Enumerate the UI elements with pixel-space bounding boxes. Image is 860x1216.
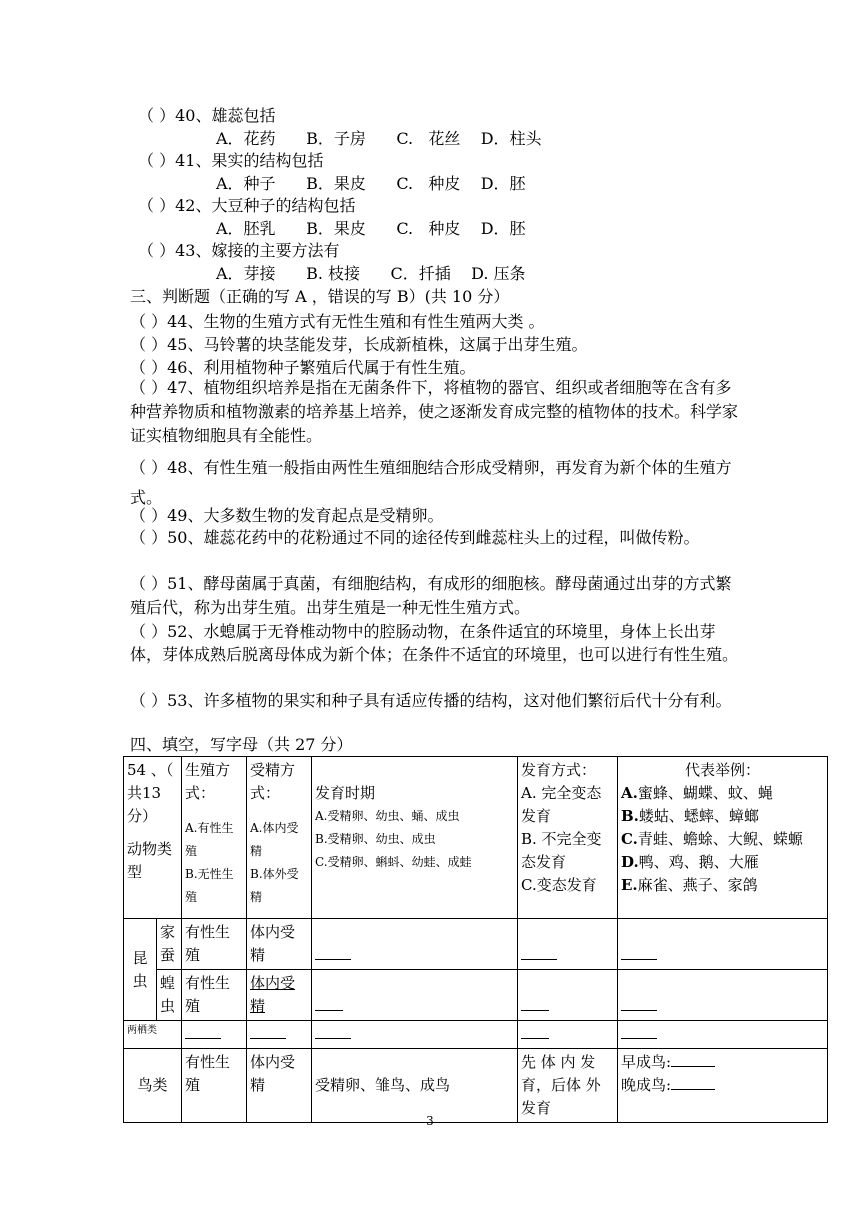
early-bird-row: 早成鸟: <box>621 1051 824 1074</box>
animal-development-table <box>123 756 828 1123</box>
silkworm-fert: 体内受精 <box>247 919 312 970</box>
table-row-locust <box>124 970 828 1021</box>
bird-example-cell <box>618 1049 828 1123</box>
silkworm-period-blank[interactable] <box>312 919 518 970</box>
locust-dev-blank[interactable] <box>518 970 618 1021</box>
question-stem: 42、大豆种子的结构包括 <box>175 196 356 215</box>
judge-52: （ ）52、水螅属于无脊椎动物中的腔肠动物，在条件适宜的环境里，身体上长出芽体，芽体成熟后脱离母体成为新个体；在条件不适宜的环境里，也可以进行有性生殖。 <box>130 622 739 664</box>
header-dev-cell <box>518 757 618 919</box>
bird-dev: 先 体 内 发育，后体 外 发育 <box>518 1049 618 1123</box>
judge-47: （ ）47、植物组织培养是指在无菌条件下，将植物的器官、组织或者细胞等在含有多种营养物质和植物激素的培养基上培养，使之逐渐发育成完整的植物体的技术。科学家证实植物细胞具有全能性。 <box>130 378 739 445</box>
fert-option-a: A.体内受精 <box>250 821 299 858</box>
repro-option-b: B.无性生殖 <box>185 867 234 904</box>
example-b: B.蝼蛄、蟋蟀、蟑螂 <box>621 807 759 825</box>
header-period-cell <box>312 757 518 919</box>
early-bird-blank[interactable] <box>671 1052 715 1067</box>
question-41-options: A．种子 B．果皮 C. 种皮 D．胚 <box>216 174 526 193</box>
example-header: 代表举例： <box>684 761 760 779</box>
table-header-row <box>124 757 828 919</box>
section-3-title: 三、判断题（正确的写 A ，错误的写 B）(共 10 分） <box>130 287 510 306</box>
example-c: C.青蛙、蟾蜍、大鲵、蝾螈 <box>621 830 803 848</box>
silkworm-dev-blank[interactable] <box>518 919 618 970</box>
question-42-options: A．胚乳 B．果皮 C. 种皮 D．胚 <box>216 219 526 238</box>
question-42 <box>138 196 355 216</box>
fert-header: 受精方式： <box>250 761 296 802</box>
period-option-b: B.受精卵、幼虫、成虫 <box>315 832 436 846</box>
bird-fert: 体内受精 <box>247 1049 312 1123</box>
table-row-amphibian <box>124 1021 828 1049</box>
question-stem: 40、雄蕊包括 <box>175 106 276 125</box>
amphibian-example-blank[interactable] <box>618 1021 828 1049</box>
question-41 <box>138 151 323 171</box>
question-43 <box>138 241 339 261</box>
locust-repro: 有性生殖 <box>182 970 247 1021</box>
late-bird-row: 晚成鸟: <box>621 1074 824 1097</box>
judge-51: （ ）51、酵母菌属于真菌，有细胞结构，有成形的细胞核。酵母菌通过出芽的方式繁殖后代，称为出芽生殖。出芽生殖是一种无性生殖方式。 <box>130 574 732 617</box>
judge-49: （ ）49、大多数生物的发育起点是受精卵。 <box>130 506 444 525</box>
question-stem: 41、果实的结构包括 <box>175 151 324 170</box>
table-row-bird <box>124 1049 828 1123</box>
fert-option-b: B.体外受精 <box>250 867 299 904</box>
header-type-cell <box>124 757 182 919</box>
amphibian-label: 两栖类 <box>124 1021 182 1049</box>
question-40 <box>138 106 275 126</box>
question-40-options: A．花药 B．子房 C. 花丝 D．柱头 <box>216 129 542 148</box>
example-e: E.麻雀、燕子、家鸽 <box>621 876 758 894</box>
period-option-c: C.受精卵、蝌蚪、幼蛙、成蛙 <box>315 855 472 869</box>
repro-header: 生殖方式： <box>185 761 231 802</box>
judge-46: （ ）46、利用植物种子繁殖后代属于有性生殖。 <box>130 358 476 377</box>
table-row-silkworm <box>124 919 828 970</box>
bird-period: 受精卵、雏鸟、成鸟 <box>312 1049 518 1123</box>
bird-repro: 有性生殖 <box>182 1049 247 1123</box>
amphibian-period-blank[interactable] <box>312 1021 518 1049</box>
answer-paren: （ ） <box>138 241 176 260</box>
locust-fert: 体内受精 <box>247 970 312 1021</box>
silkworm-label: 家蚕 <box>157 919 182 970</box>
answer-paren: （ ） <box>138 151 176 170</box>
question-stem: 43、嫁接的主要方法有 <box>175 241 340 260</box>
header-example-cell <box>618 757 828 919</box>
example-d: D.鸭、鸡、鹅、大雁 <box>621 853 759 871</box>
judge-44: （ ）44、生物的生殖方式有无性生殖和有性生殖两大类 。 <box>130 312 545 331</box>
section-4-title: 四、填空，写字母（共 27 分） <box>130 735 353 754</box>
silkworm-example-blank[interactable] <box>618 919 828 970</box>
amphibian-dev-blank[interactable] <box>518 1021 618 1049</box>
amphibian-fert-blank[interactable] <box>247 1021 312 1049</box>
dev-option-a: A. 完全变态发育 <box>521 784 602 825</box>
period-header: 发育时期 <box>315 784 376 802</box>
judge-50: （ ）50、雄蕊花药中的花粉通过不同的途径传到雌蕊柱头上的过程，叫做传粉。 <box>130 528 700 547</box>
dev-header: 发育方式： <box>521 761 597 779</box>
header-repro-cell <box>182 757 247 919</box>
dev-option-b: B. 不完全变态发育 <box>521 830 602 871</box>
repro-option-a: A.有性生殖 <box>185 821 234 858</box>
locust-example-blank[interactable] <box>618 970 828 1021</box>
silkworm-repro: 有性生殖 <box>182 919 247 970</box>
example-a: A.蜜蜂、蝴蝶、蚊、蝇 <box>621 784 773 802</box>
answer-paren: （ ） <box>138 196 176 215</box>
amphibian-repro-blank[interactable] <box>182 1021 247 1049</box>
page-number: 3 <box>426 1114 434 1128</box>
judge-48: （ ）48、有性生殖一般指由两性生殖细胞结合形成受精卵，再发育为新个体的生殖方式。 <box>130 458 732 507</box>
answer-paren: （ ） <box>138 106 176 125</box>
locust-label: 蝗虫 <box>157 970 182 1021</box>
judge-53: （ ）53、许多植物的果实和种子具有适应传播的结构，这对他们繁衍后代十分有利。 <box>130 691 732 710</box>
insect-label: 昆虫 <box>124 919 157 1021</box>
question-43-options: A．芽接 B. 枝接 C．扦插 D. 压条 <box>216 264 526 283</box>
header-fert-cell <box>247 757 312 919</box>
bird-label: 鸟类 <box>124 1049 182 1123</box>
question-54-label: 54 、（ 共13分） <box>127 761 174 825</box>
animal-type-label: 动物类型 <box>127 840 173 881</box>
late-bird-blank[interactable] <box>671 1075 715 1090</box>
judge-45: （ ）45、马铃薯的块茎能发芽，长成新植株，这属于出芽生殖。 <box>130 335 588 354</box>
dev-option-c: C.变态发育 <box>521 876 597 894</box>
locust-period-blank[interactable] <box>312 970 518 1021</box>
period-option-a: A.受精卵、幼虫、蛹、成虫 <box>315 809 460 823</box>
